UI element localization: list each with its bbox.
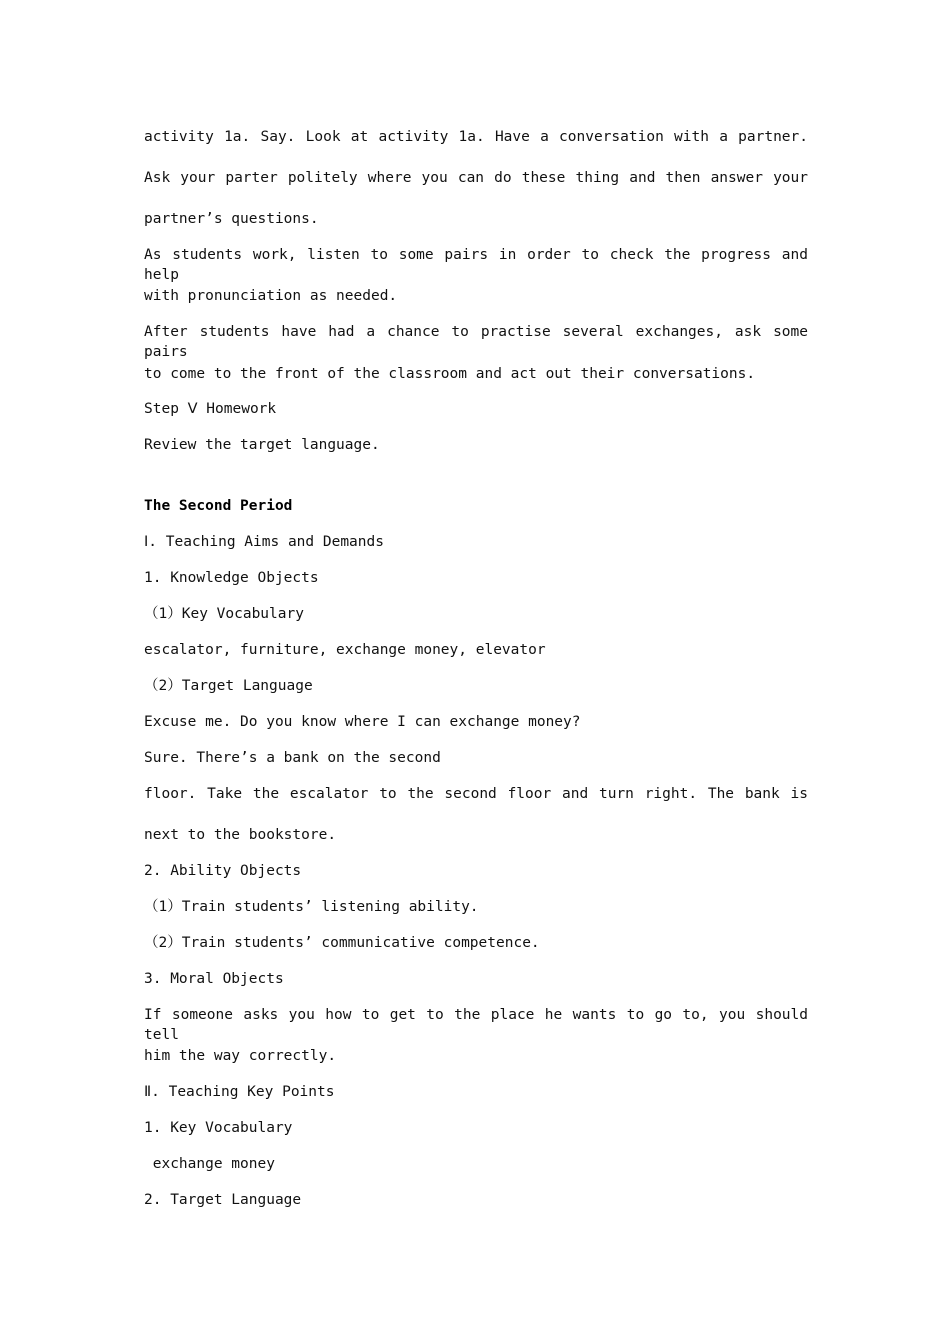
paragraph-line: Review the target language. [144,437,380,453]
paragraph-line: As students work, listen to some pairs in order to check the progress and help [144,247,808,283]
paragraph-line: activity 1a. Say. Look at activity 1a. Have a conversation with a partner. [144,129,808,145]
list-item: （1）Train students’ listening ability. [144,899,479,915]
subsection-heading: 2. Ability Objects [144,863,302,879]
vocabulary-item: exchange money [144,1156,275,1172]
vocabulary-list: escalator, furniture, exchange money, elevator [144,642,546,658]
subsection-heading: 2. Target Language [144,1192,302,1208]
paragraph-line: to come to the front of the classroom and act out their conversations. [144,366,756,382]
paragraph-line: him the way correctly. [144,1048,337,1064]
step-heading: Step Ⅴ Homework [144,401,277,417]
subsection-heading: （1）Key Vocabulary [144,606,304,622]
section-heading: Ⅰ. Teaching Aims and Demands [144,534,384,550]
list-item: （2）Train students’ communicative competence. [144,935,540,951]
paragraph-line: with pronunciation as needed. [144,288,398,304]
paragraph-line: If someone asks you how to get to the place he wants to go to, you should tell [144,1007,808,1043]
subsection-heading: 3. Moral Objects [144,971,284,987]
paragraph-line: partner’s questions. [144,211,319,227]
dialogue-line: Excuse me. Do you know where I can exchange money? [144,714,581,730]
subsection-heading: 1. Key Vocabulary [144,1120,293,1136]
paragraph-line: After students have had a chance to practise several exchanges, ask some pairs [144,324,808,360]
subsection-heading: 1. Knowledge Objects [144,570,319,586]
dialogue-line: floor. Take the escalator to the second floor and turn right. The bank is [144,786,808,802]
dialogue-line: Sure. There’s a bank on the second [144,750,441,766]
paragraph-line: Ask your parter politely where you can do these thing and then answer your [144,170,808,186]
dialogue-line: next to the bookstore. [144,827,337,843]
section-heading: Ⅱ. Teaching Key Points [144,1084,335,1100]
subsection-heading: （2）Target Language [144,678,313,694]
section-title: The Second Period [144,498,293,514]
